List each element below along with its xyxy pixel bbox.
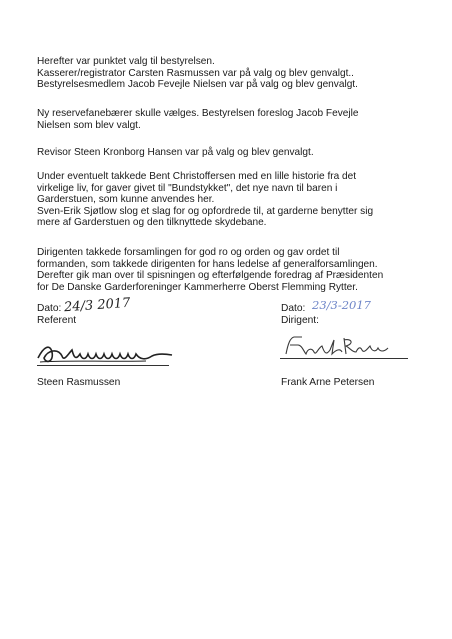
text-line: for De Danske Garderforeninger Kammerherre Oberst Flemming Rytter. — [37, 281, 358, 293]
text-line: Bestyrelsesmedlem Jacob Fevejle Nielsen var på valg og blev genvalgt. — [37, 79, 358, 91]
paragraph-any-other-business — [37, 171, 432, 229]
paragraph-closing — [37, 247, 432, 293]
dirigent-label: Dirigent: — [281, 315, 319, 326]
text-line: Dirigenten takkede forsamlingen for god ro og orden og gav ordet til — [37, 247, 340, 258]
text-line: Under eventuelt takkede Bent Christoffersen med en lille historie fra det — [37, 171, 357, 182]
text-line: Ny reservefanebærer skulle vælges. Bestyrelsen foreslog Jacob Fevejle — [37, 108, 359, 119]
dirigent-signature-line — [280, 358, 408, 359]
referent-name: Steen Rasmussen — [37, 377, 121, 388]
right-date-label: Dato: — [281, 303, 306, 314]
referent-label: Referent — [37, 315, 77, 326]
left-date-label: Dato: — [37, 303, 62, 314]
referent-signature-line — [37, 365, 169, 366]
text-line: Herefter var punktet valg til bestyrelsen. — [37, 56, 215, 67]
paragraph-board-election — [37, 56, 432, 91]
text-line: Nielsen som blev valgt. — [37, 119, 141, 131]
text-line: Revisor Steen Kronborg Hansen var på valg og blev genvalgt. — [37, 147, 314, 158]
text-line: formanden, som takkede dirigenten for hans ledelse af generalforsamlingen. — [37, 258, 378, 270]
right-date-value: 23/3-2017 — [312, 298, 371, 312]
text-line: mere af Garderstuen og den tilknyttede skydebane. — [37, 217, 267, 229]
paragraph-auditor — [37, 147, 432, 159]
text-line: Kasserer/registrator Carsten Rasmussen var på valg og blev genvalgt.. — [37, 67, 354, 79]
text-line: Garderstuen, som kunne anvendes her. — [37, 194, 215, 206]
dirigent-name: Frank Arne Petersen — [281, 377, 375, 388]
left-date-value: 24/3 2017 — [63, 295, 131, 316]
dirigent-signature-icon — [282, 334, 394, 360]
text-line: Sven-Erik Sjøtlow slog et slag for og opfordrede til, at garderne benytter sig — [37, 205, 374, 217]
paragraph-reserve-flagbearer — [37, 108, 432, 131]
text-line: Derefter gik man over til spisningen og efterfølgende foredrag af Præsidenten — [37, 270, 384, 282]
text-line: virkelige liv, for gaver givet til "Bundstykket", det nye navn til baren i — [37, 182, 338, 194]
